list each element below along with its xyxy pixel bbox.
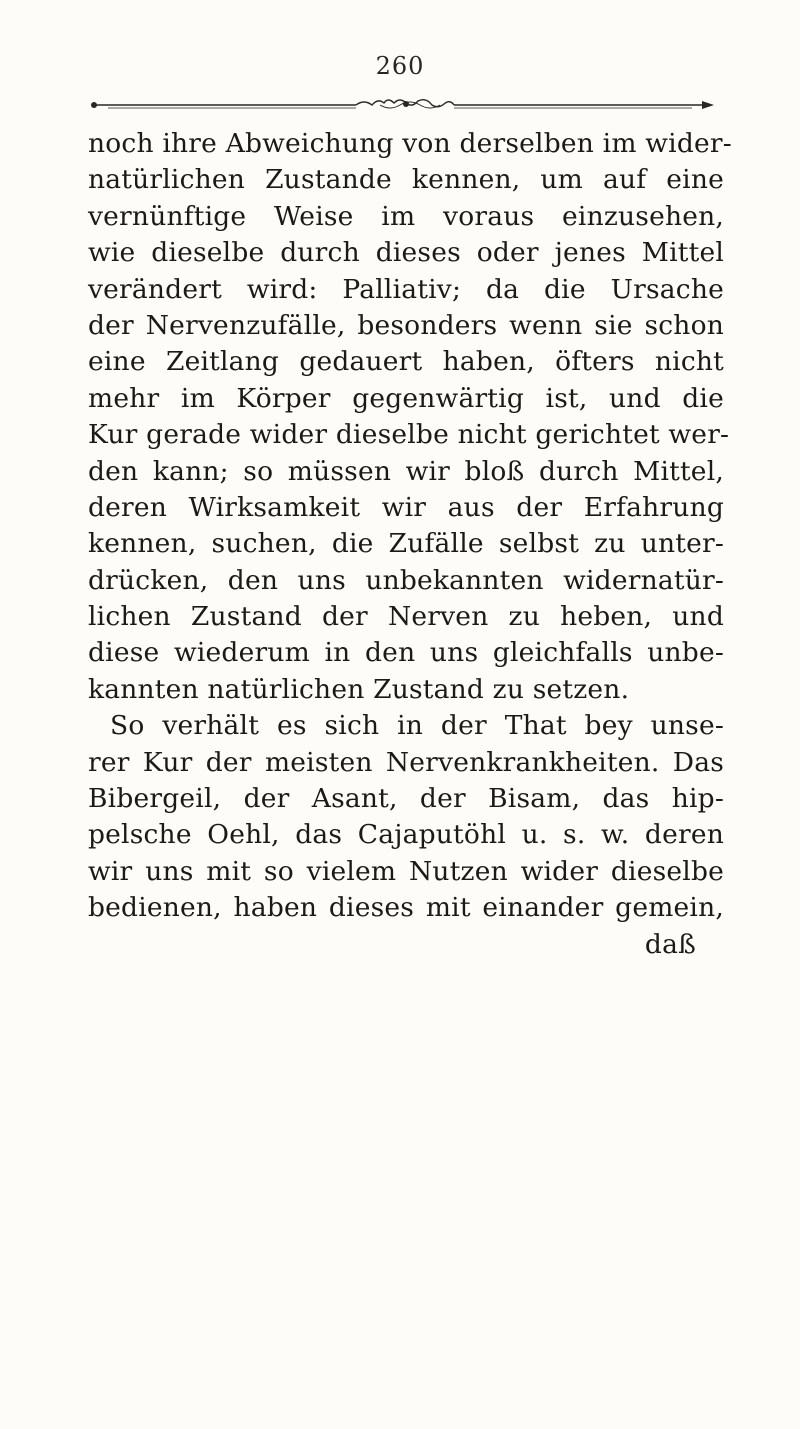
text-line: Bibergeil, der Asant, der Bisam, das hip- [88, 783, 724, 815]
text-line: den kann; so müssen wir bloß durch Mittel, [88, 455, 724, 487]
text-line: deren Wirksamkeit wir aus der Erfahrung [88, 491, 724, 523]
text-line: verändert wird: Palliativ; da die Ursache [88, 273, 724, 305]
page-number: 260 [375, 52, 425, 80]
text-line: kennen, suchen, die Zufälle selbst zu unter- [88, 528, 724, 560]
text-line: noch ihre Abweichung von derselben im wider- [88, 128, 732, 159]
text-line: Kur gerade wider dieselbe nicht gerichtet wer- [88, 419, 730, 451]
text-line: lichen Zustand der Nerven zu heben, und [88, 601, 724, 633]
text-line: wie dieselbe durch dieses oder jenes Mittel [88, 237, 724, 269]
text-line: wir uns mit so vielem Nutzen wider dieselbe [88, 855, 724, 887]
text-line: drücken, den uns unbekannten widernatür- [88, 564, 724, 596]
text-line: eine Zeitlang gedauert haben, öfters nicht [88, 346, 724, 378]
catchword: daß [644, 928, 696, 960]
text-line: bedienen, haben dieses mit einander gemein, [88, 892, 724, 924]
text-line: diese wiederum in den uns gleichfalls unbe- [88, 637, 724, 669]
header-ornament-rule [88, 96, 722, 114]
text-line: kannten natürlichen Zustand zu setzen. [88, 673, 630, 705]
text-line: rer Kur der meisten Nervenkrankheiten. Das [88, 746, 724, 778]
text-line: mehr im Körper gegenwärtig ist, und die [88, 382, 724, 414]
text-line: natürlichen Zustande kennen, um auf eine [88, 164, 724, 196]
text-line: pelsche Oehl, das Cajaputöhl u. s. w. deren [88, 819, 724, 851]
text-line: der Nervenzufälle, besonders wenn sie schon [88, 309, 724, 341]
text-line: So verhält es sich in der That bey unse- [110, 710, 724, 742]
text-line: vernünftige Weise im voraus einzusehen, [88, 200, 724, 232]
body-text [88, 126, 732, 963]
